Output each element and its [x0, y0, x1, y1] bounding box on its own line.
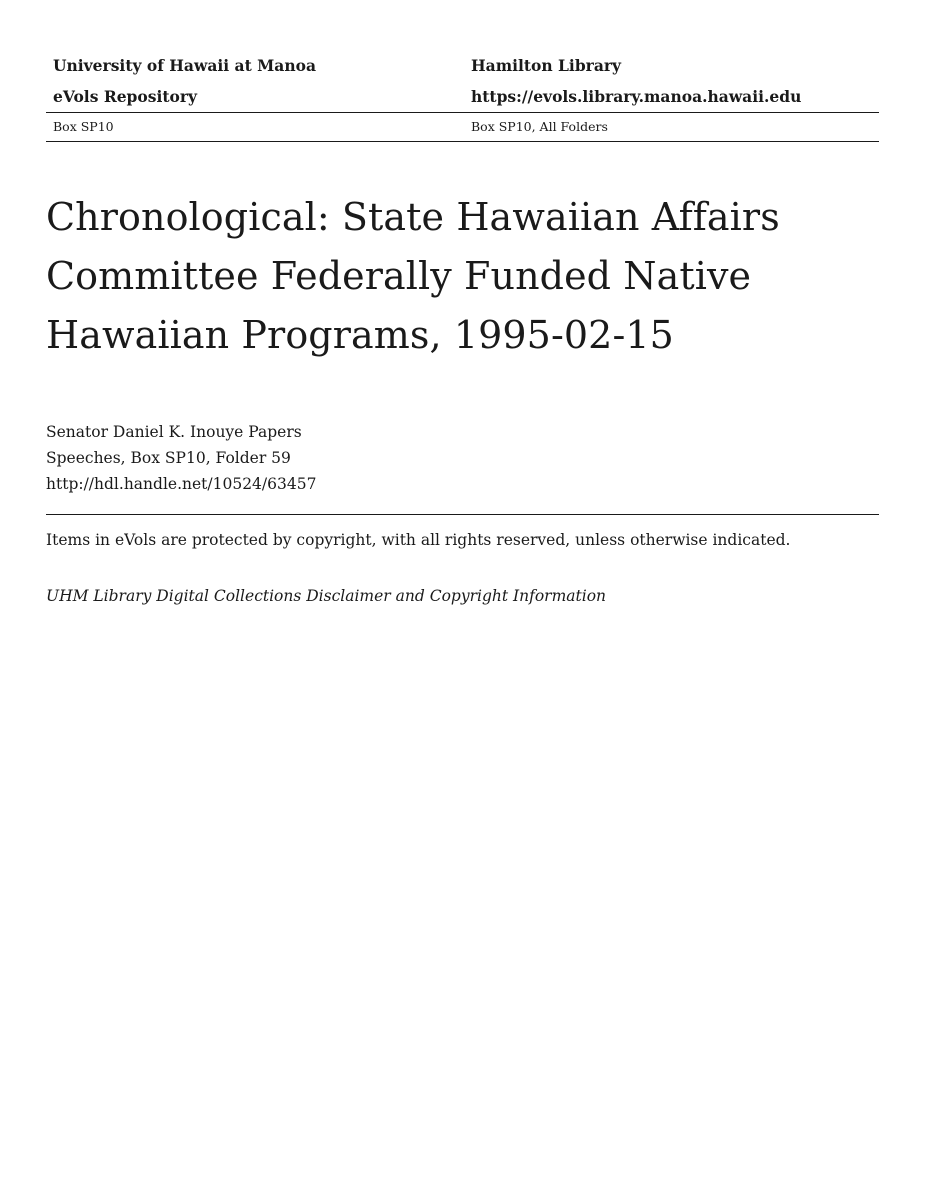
institution-name: University of Hawaii at Manoa: [53, 56, 316, 75]
document-title: [46, 188, 866, 365]
disclaimer-link[interactable]: UHM Library Digital Collections Disclaimer and Copyright Information: [46, 587, 607, 605]
header-row-2: [46, 81, 879, 112]
collection-name: Senator Daniel K. Inouye Papers: [46, 423, 302, 441]
library-name: Hamilton Library: [471, 56, 622, 75]
section-divider: [46, 514, 879, 515]
title-line: Committee Federally Funded Native: [46, 254, 752, 298]
box-label-left: Box SP10: [53, 119, 114, 134]
box-label-right: Box SP10, All Folders: [471, 119, 608, 134]
repository-url[interactable]: https://evols.library.manoa.hawaii.edu: [471, 87, 802, 106]
header-bottom-divider: [46, 141, 879, 142]
header-table: [46, 50, 879, 142]
repository-name: eVols Repository: [53, 87, 198, 106]
copyright-notice: Items in eVols are protected by copyright, with all rights reserved, unless otherwise indicated.: [46, 531, 791, 549]
title-line: Hawaiian Programs, 1995-02-15: [46, 313, 674, 357]
document-metadata: [46, 419, 316, 497]
header-row-3: [46, 113, 879, 141]
folder-location: Speeches, Box SP10, Folder 59: [46, 449, 291, 467]
handle-link[interactable]: http://hdl.handle.net/10524/63457: [46, 475, 317, 493]
header-row-1: [46, 50, 879, 81]
title-line: Chronological: State Hawaiian Affairs: [46, 195, 780, 239]
